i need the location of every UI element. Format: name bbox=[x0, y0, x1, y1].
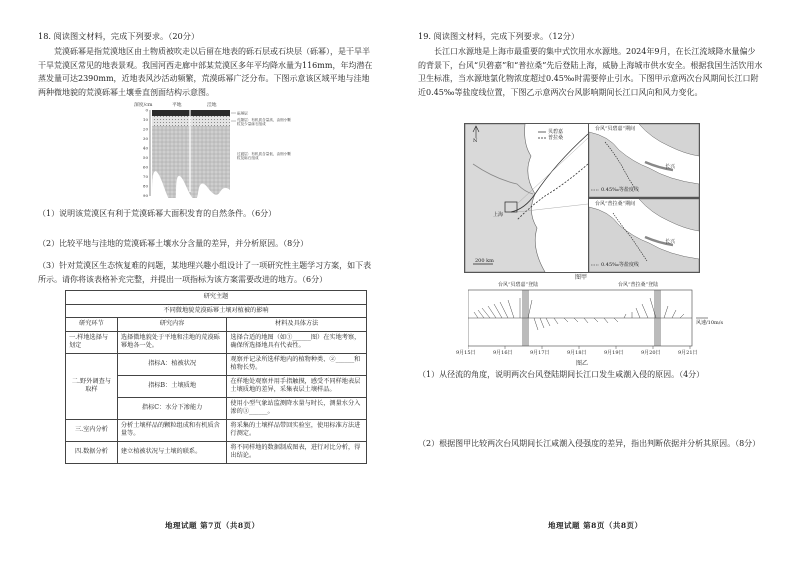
right-page bbox=[400, 0, 800, 565]
depth-axis-label: 深度/cm bbox=[134, 103, 153, 108]
row4-content: 建立植被状况与土壤的联系。 bbox=[117, 441, 227, 463]
map-c-place: 长兴 bbox=[665, 239, 676, 245]
date-tick-5: 9月19日 bbox=[604, 350, 624, 356]
landfall-label-2: 台风“普拉桑”登陆 bbox=[618, 282, 659, 288]
q19-material: 长江口水源地是上海市最重要的集中式饮用水水源地。2024年9月，在长江流域降水量偏少的背景下，台风“贝碧嘉”和“普拉桑”先后登陆上海，威胁上海城市供水安全。根据我国生活饮用水卫生标准，当水源地氯化物浓度超过0.45‰时需要停止引水。下图甲示意两次台风期间长江口附近0.45‰等盐度线位置，下图乙示意两次台风影响期间长江口风向和风力变化。 bbox=[418, 47, 763, 97]
row1-content: 选择微地貌处于平地和洼地的荒漠砾幂地各一处。 bbox=[117, 331, 227, 353]
wind-chart bbox=[456, 282, 728, 360]
table-header-content: 研究内容 bbox=[117, 318, 227, 332]
date-tick-3: 9月17日 bbox=[530, 350, 550, 356]
legend-transition: 过渡层：有机质含量低，由细小颗粒及砾石组成 bbox=[237, 152, 291, 161]
row2a-method: 观察并记录所选样地内的植物种类、②______和植物长势。 bbox=[227, 353, 367, 375]
row1-method: 选择合适的地图（如①______图）在实地考察，确保所选择地具有代表性。 bbox=[227, 331, 367, 353]
depth-ticks bbox=[143, 108, 149, 199]
scale-label: 200 km bbox=[475, 258, 494, 264]
row2b-content: 指标B：土壤质地 bbox=[117, 375, 227, 397]
q19-sub1: （1）从径流的角度，说明两次台风登陆期间长江口发生咸潮入侵的原因。（4分） bbox=[418, 370, 705, 379]
row2a-content: 指标A：植被状况 bbox=[117, 353, 227, 375]
date-tick-2: 9月16日 bbox=[493, 350, 513, 356]
table-header-stage: 研究环节 bbox=[66, 318, 118, 332]
legend-track-1: 贝碧嘉 bbox=[548, 129, 564, 135]
map-b-title: 台风“贝碧嘉”期间 bbox=[595, 126, 636, 132]
map-c bbox=[588, 198, 700, 273]
svg-text:80: 80 bbox=[142, 183, 148, 189]
left-page-footer: 地理试题 第7页（共8页） bbox=[165, 521, 260, 530]
row3-method: 将采集的土壤样品带回实验室，使用标准方法进行测定。 bbox=[227, 419, 367, 441]
svg-text:50: 50 bbox=[142, 155, 148, 160]
row4-stage: 四.数据分析 bbox=[66, 441, 118, 463]
svg-text:20: 20 bbox=[142, 126, 148, 132]
vesicular-layer bbox=[152, 116, 230, 126]
q18-material: 荒漠砾幂是指荒漠地区由土物质被吹走以后留在地表的砾石层或石块层（砾幂），是干旱半干旱荒漠区常见的地表景观。我国河西走廊中部某荒漠区多年平均降水量为116mm，年均潜在蒸发量可达2390mm，近地表风沙活动频繁，荒漠砾幂广泛分布。下图示意该区域平地与洼地两种微地貌的荒漠砾幂土壤垂直剖面结构示意图。 bbox=[38, 47, 373, 97]
svg-text:90: 90 bbox=[142, 193, 148, 198]
research-plan-table bbox=[65, 290, 367, 464]
svg-text:10: 10 bbox=[142, 117, 148, 122]
date-tick-7: 9月21日 bbox=[678, 350, 698, 356]
svg-text:60: 60 bbox=[142, 164, 148, 170]
map-b-place: 长兴 bbox=[665, 164, 676, 170]
map-c-legend: 0.45‰等盐度线 bbox=[601, 262, 639, 268]
table-theme: 不同微地貌荒漠砾幂土壤对植被的影响 bbox=[66, 304, 367, 318]
right-page-footer: 地理试题 第8页（共8页） bbox=[548, 521, 643, 530]
shanghai-label: 上海 bbox=[493, 212, 504, 218]
row3-content: 分析土壤样品的颗粒组成和有机质含量等。 bbox=[117, 419, 227, 441]
map-b-legend: 0.45‰等盐度线 bbox=[601, 187, 639, 193]
row3-stage: 三.室内分析 bbox=[66, 419, 118, 441]
row2b-method: 在样地处观察并用手指触摸，感受不同样地表层土壤质地的差异，采集表层土壤样品。 bbox=[227, 375, 367, 397]
table-theme-label: 研究主题 bbox=[66, 291, 367, 305]
row2-stage: 二.野外调查与取样 bbox=[66, 353, 118, 419]
gravel-layer bbox=[152, 110, 230, 116]
figure-a-caption: 图甲 bbox=[575, 274, 588, 281]
svg-text:40: 40 bbox=[142, 145, 148, 151]
svg-text:0: 0 bbox=[145, 107, 148, 113]
legend-vesicular: 孔隙层：有机质含量高，由细小颗粒及少量砾石组成 bbox=[237, 118, 291, 127]
legend-gravel: 砾幂层 bbox=[237, 111, 248, 116]
svg-text:30: 30 bbox=[142, 136, 148, 141]
flat-column-label: 平地 bbox=[172, 103, 182, 108]
map-b bbox=[588, 123, 700, 198]
landfall-label-1: 台风“贝碧嘉”登陆 bbox=[498, 282, 539, 288]
q18-header: 18. 阅读图文材料，完成下列要求。（20分） bbox=[38, 31, 200, 41]
svg-text:70: 70 bbox=[142, 174, 148, 179]
date-tick-1: 9月15日 bbox=[456, 350, 476, 356]
row1-stage: 一.样地选择与划定 bbox=[66, 331, 118, 353]
q19-header: 19. 阅读图文材料，完成下列要求。（12分） bbox=[418, 31, 580, 41]
map-a bbox=[464, 123, 589, 273]
soil-profile-figure bbox=[132, 100, 292, 198]
depression-column-label: 洼地 bbox=[207, 103, 217, 108]
figure-b-caption: 图乙 bbox=[576, 360, 589, 367]
row2c-method: 使用小型气象站监测降水量与时长，测量水分入渗的③______。 bbox=[227, 397, 367, 419]
date-tick-4: 9月18日 bbox=[567, 350, 587, 356]
legend-track-2: 普拉桑 bbox=[548, 135, 564, 141]
north-arrow-icon: N bbox=[473, 138, 478, 144]
q18-sub2: （2）比较平地与洼地的荒漠砾幂土壤水分含量的差异，并分析原因。（8分） bbox=[38, 239, 309, 248]
wind-scale-label: 风速/10m/s bbox=[696, 320, 724, 326]
row4-method: 将不同样地的数据制成图表，进行对比分析，得出结论。 bbox=[227, 441, 367, 463]
row2c-content: 指标C：水分下渗能力 bbox=[117, 397, 227, 419]
q19-sub2: （2）根据图甲比较两次台风期间长江咸潮入侵强度的差异，指出判断依据并分析其原因。（8分） bbox=[418, 439, 761, 448]
date-tick-6: 9月20日 bbox=[641, 350, 661, 356]
table-header-method: 材料及具体方法 bbox=[227, 318, 367, 332]
q18-sub3: （3）针对荒漠区生态恢复难的问题，某地理兴趣小组设计了一项研究性主题学习方案，如下表所示。请你将该表格补充完整，并提出一项指标为该方案需要改进的地方。（6分） bbox=[38, 261, 372, 284]
map-c-title: 台风“普拉桑”期间 bbox=[595, 201, 636, 207]
q18-sub1: （1）说明该荒漠区有利于荒漠砾幂大面积发育的自然条件。（6分） bbox=[38, 209, 277, 218]
transition-layer bbox=[152, 126, 230, 198]
